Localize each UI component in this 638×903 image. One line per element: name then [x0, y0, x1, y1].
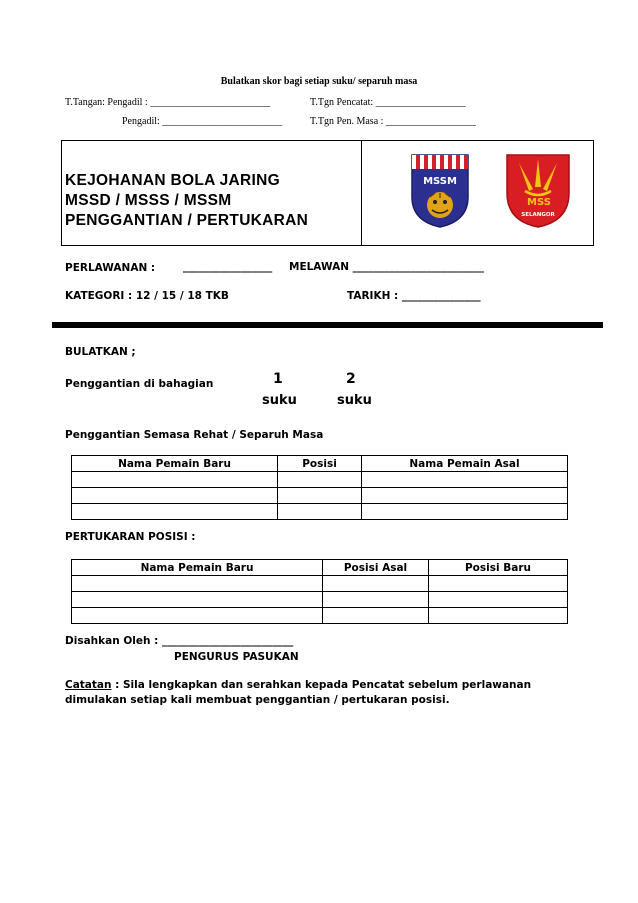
- circle-instruction: BULATKAN ;: [65, 346, 136, 358]
- svg-text:SELANGOR: SELANGOR: [521, 212, 555, 218]
- table-header-row: [72, 456, 568, 472]
- second-referee-signature-line[interactable]: Pengadil: ________________________: [122, 116, 283, 127]
- note-text-1: : Sila lengkapkan dan serahkan kepada Pencatat sebelum perlawanan: [111, 679, 532, 691]
- table-cell[interactable]: [278, 488, 362, 504]
- substitution-table: [71, 455, 568, 520]
- quarter-option-1-unit[interactable]: suku: [262, 393, 297, 408]
- referee-signature-line[interactable]: T.Tangan: Pengadil : ________________________: [65, 97, 271, 108]
- approved-by-field[interactable]: Disahkan Oleh : _________________________: [65, 635, 294, 647]
- timekeeper-signature-line[interactable]: T.Tgn Pen. Masa : __________________: [310, 116, 476, 127]
- table-cell[interactable]: [323, 608, 429, 624]
- section-divider: [52, 322, 603, 328]
- scorer-signature-line[interactable]: T.Tgn Pencatat: __________________: [310, 97, 466, 108]
- table-cell[interactable]: [323, 576, 429, 592]
- table-row: [72, 504, 568, 520]
- table-cell[interactable]: [323, 592, 429, 608]
- column-header: Posisi Baru: [429, 560, 568, 576]
- title-line-3: PENGGANTIAN / PERTUKARAN: [65, 212, 309, 229]
- table-cell[interactable]: [278, 504, 362, 520]
- column-header: Posisi Asal: [323, 560, 429, 576]
- date-field[interactable]: TARIKH : _______________: [347, 290, 481, 302]
- match-label: PERLAWANAN :: [65, 262, 156, 274]
- table-cell[interactable]: [362, 472, 568, 488]
- match-field[interactable]: _________________: [183, 261, 273, 273]
- mssm-logo-icon: [410, 153, 470, 229]
- table-cell[interactable]: [72, 592, 323, 608]
- table-cell[interactable]: [72, 472, 278, 488]
- title-box: [61, 140, 594, 246]
- score-instruction: Bulatkan skor bagi setiap suku/ separuh masa: [220, 76, 418, 87]
- table-row: [72, 488, 568, 504]
- table-cell[interactable]: [429, 608, 568, 624]
- note-label: Catatan: [65, 679, 112, 691]
- note-line-2: dimulakan setiap kali membuat penggantian / pertukaran posisi.: [65, 694, 450, 706]
- svg-text:MSS: MSS: [527, 197, 551, 208]
- table-cell[interactable]: [72, 504, 278, 520]
- title-line-1: KEJOHANAN BOLA JARING: [65, 172, 280, 189]
- versus-field[interactable]: MELAWAN _________________________: [289, 261, 484, 273]
- table-header-row: [72, 560, 568, 576]
- column-header: Nama Pemain Asal: [362, 456, 568, 472]
- quarter-option-2-unit[interactable]: suku: [337, 393, 372, 408]
- table-cell[interactable]: [362, 488, 568, 504]
- column-header: Posisi: [278, 456, 362, 472]
- title-line-2: MSSD / MSSS / MSSM: [65, 192, 232, 209]
- table-cell[interactable]: [72, 488, 278, 504]
- title-box-divider: [361, 141, 362, 245]
- substitution-quarter-label: Penggantian di bahagian: [65, 378, 214, 390]
- column-header: Nama Pemain Baru: [72, 456, 278, 472]
- position-change-table: [71, 559, 568, 624]
- team-manager-label: PENGURUS PASUKAN: [174, 651, 299, 663]
- svg-text:MSSM: MSSM: [423, 176, 457, 187]
- table-cell[interactable]: [429, 576, 568, 592]
- table-cell[interactable]: [429, 592, 568, 608]
- category-options[interactable]: KATEGORI : 12 / 15 / 18 TKB: [65, 290, 229, 302]
- position-change-title: PERTUKARAN POSISI :: [65, 531, 196, 543]
- substitution-break-options[interactable]: Penggantian Semasa Rehat / Separuh Masa: [65, 429, 324, 441]
- mss-selangor-logo-icon: [505, 153, 571, 229]
- table-row: [72, 592, 568, 608]
- table-row: [72, 608, 568, 624]
- column-header: Nama Pemain Baru: [72, 560, 323, 576]
- table-cell[interactable]: [72, 608, 323, 624]
- quarter-option-2-number[interactable]: 2: [346, 371, 356, 387]
- table-row: [72, 472, 568, 488]
- quarter-option-1-number[interactable]: 1: [273, 371, 283, 387]
- table-cell[interactable]: [72, 576, 323, 592]
- table-row: [72, 576, 568, 592]
- table-cell[interactable]: [278, 472, 362, 488]
- note-line-1: [65, 679, 531, 691]
- form-title: [65, 171, 308, 231]
- table-cell[interactable]: [362, 504, 568, 520]
